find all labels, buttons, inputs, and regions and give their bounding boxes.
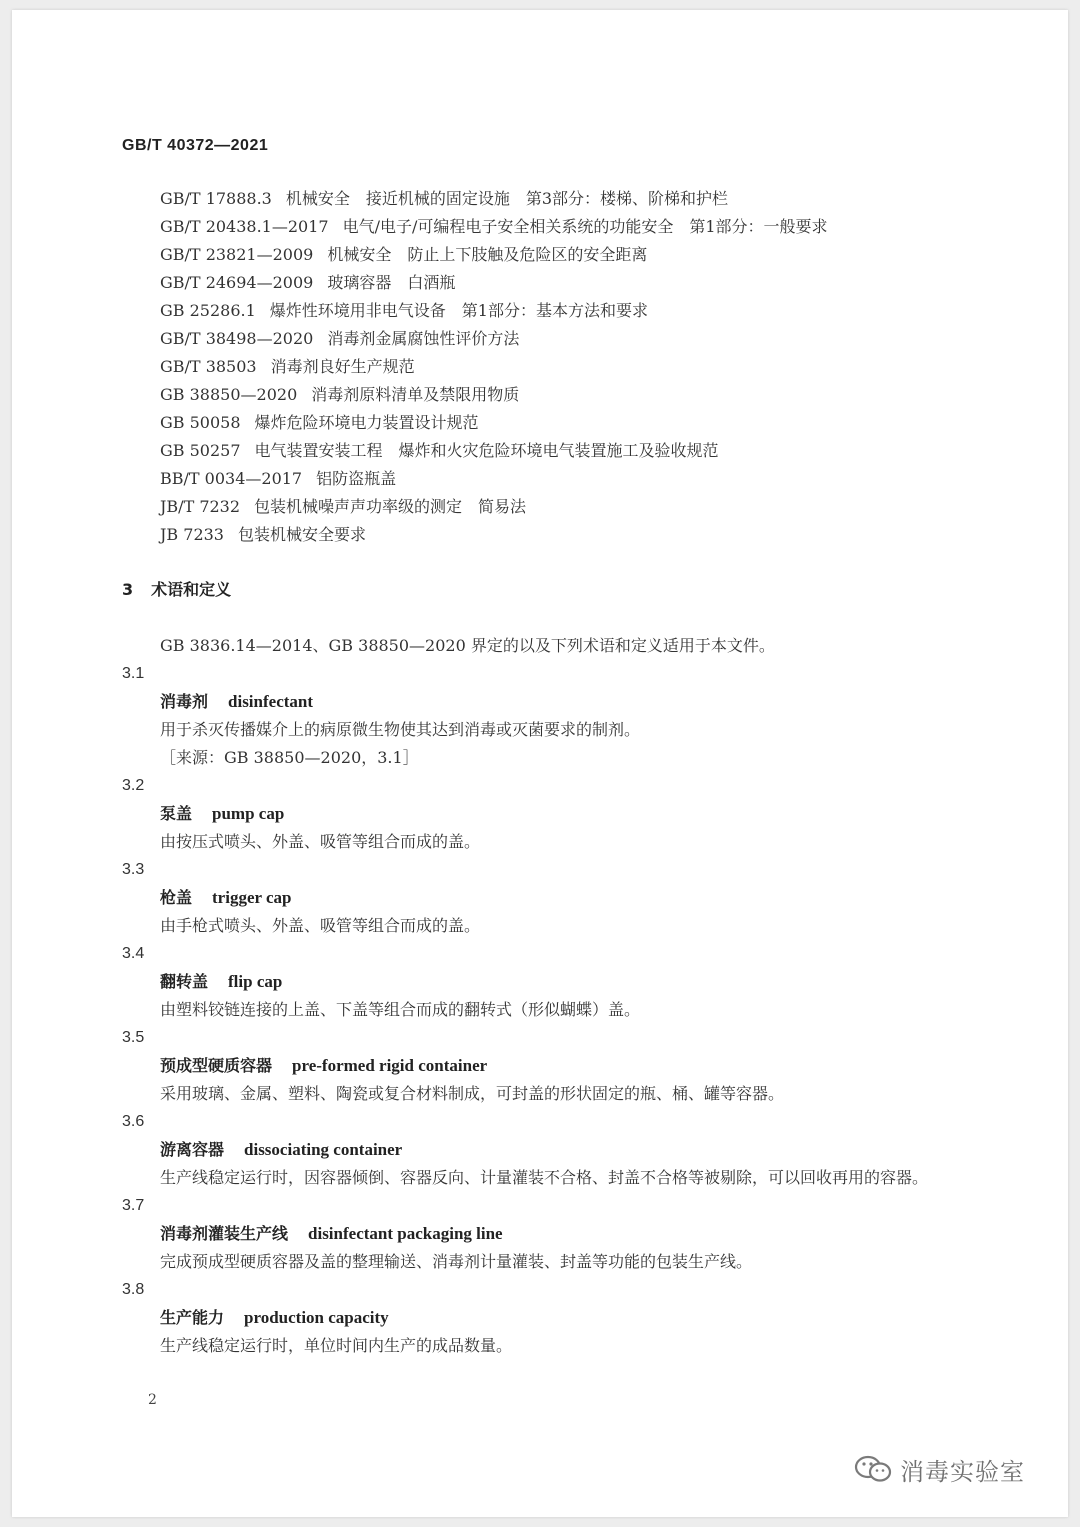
section-title: 术语和定义 <box>151 580 232 599</box>
reference-item <box>160 465 828 493</box>
reference-code: JB 7233 <box>160 525 224 544</box>
reference-code: GB 38850—2020 <box>160 385 298 404</box>
term-chinese: 生产能力 <box>160 1308 225 1327</box>
reference-title: 机械安全 接近机械的固定设施 第3部分：楼梯、阶梯和护栏 <box>285 189 729 208</box>
reference-code: JB/T 7232 <box>160 497 241 516</box>
term-chinese: 翻转盖 <box>160 972 209 991</box>
term-chinese: 枪盖 <box>160 888 193 907</box>
reference-code: GB/T 38503 <box>160 357 257 376</box>
normative-references-list <box>160 185 828 549</box>
watermark <box>854 1452 1025 1486</box>
reference-item <box>160 521 828 549</box>
term-heading <box>122 1220 962 1248</box>
term-definition: 由塑料铰链连接的上盖、下盖等组合而成的翻转式（形似蝴蝶）盖。 <box>160 1000 641 1019</box>
terms-list <box>122 660 962 1360</box>
term-number: 3.1 <box>122 665 145 682</box>
reference-code: GB/T 38498—2020 <box>160 329 314 348</box>
watermark-text: 消毒实验室 <box>900 1457 1025 1486</box>
term-entry <box>122 1024 962 1108</box>
reference-title: 玻璃容器 白酒瓶 <box>327 273 456 292</box>
reference-title: 消毒剂原料清单及禁限用物质 <box>311 385 520 404</box>
reference-item <box>160 353 828 381</box>
term-definition: 用于杀灭传播媒介上的病原微生物使其达到消毒或灭菌要求的制剂。 <box>160 720 641 739</box>
document-header: GB/T 40372—2021 <box>122 137 269 154</box>
term-entry <box>122 660 962 772</box>
document-page <box>12 10 1068 1517</box>
term-entry <box>122 1276 962 1360</box>
term-definition: 生产线稳定运行时，单位时间内生产的成品数量。 <box>160 1336 513 1355</box>
term-heading <box>122 1136 962 1164</box>
reference-title: 铝防盗瓶盖 <box>316 469 397 488</box>
reference-title: 包装机械噪声声功率级的测定 简易法 <box>254 497 527 516</box>
term-heading <box>122 688 962 716</box>
reference-title: 包装机械安全要求 <box>237 525 366 544</box>
reference-code: GB 25286.1 <box>160 301 256 320</box>
term-english: pump cap <box>212 804 285 823</box>
reference-code: BB/T 0034—2017 <box>160 469 303 488</box>
reference-item <box>160 213 828 241</box>
term-source: ［来源：GB 38850—2020，3.1］ <box>160 748 419 767</box>
term-english: flip cap <box>228 972 283 991</box>
wechat-icon <box>854 1454 894 1484</box>
reference-title: 电气装置安装工程 爆炸和火灾危险环境电气装置施工及验收规范 <box>254 441 719 460</box>
term-chinese: 消毒剂 <box>160 692 209 711</box>
reference-item <box>160 381 828 409</box>
reference-code: GB/T 17888.3 <box>160 189 272 208</box>
reference-item <box>160 325 828 353</box>
reference-code: GB/T 23821—2009 <box>160 245 314 264</box>
reference-item <box>160 493 828 521</box>
term-number: 3.7 <box>122 1197 145 1214</box>
reference-item <box>160 437 828 465</box>
reference-title: 消毒剂良好生产规范 <box>270 357 415 376</box>
term-number: 3.3 <box>122 861 145 878</box>
term-number: 3.2 <box>122 777 145 794</box>
term-english: trigger cap <box>212 888 292 907</box>
term-english: dissociating container <box>244 1140 403 1159</box>
reference-title: 机械安全 防止上下肢触及危险区的安全距离 <box>327 245 648 264</box>
term-definition: 由手枪式喷头、外盖、吸管等组合而成的盖。 <box>160 916 481 935</box>
term-entry <box>122 940 962 1024</box>
reference-code: GB/T 20438.1—2017 <box>160 217 329 236</box>
term-entry <box>122 772 962 856</box>
term-english: production capacity <box>244 1308 389 1327</box>
reference-item <box>160 241 828 269</box>
reference-item <box>160 409 828 437</box>
term-english: disinfectant <box>228 692 314 711</box>
term-heading <box>122 884 962 912</box>
term-entry <box>122 1192 962 1276</box>
term-definition: 生产线稳定运行时，因容器倾倒、容器反向、计量灌装不合格、封盖不合格等被剔除，可以回收再用的容器。 <box>160 1168 929 1187</box>
term-entry <box>122 856 962 940</box>
reference-item <box>160 297 828 325</box>
section-number: 3 <box>122 580 134 599</box>
term-english: pre-formed rigid container <box>292 1056 488 1075</box>
reference-title: 爆炸性环境用非电气设备 第1部分：基本方法和要求 <box>269 301 648 320</box>
reference-code: GB 50257 <box>160 441 241 460</box>
term-chinese: 预成型硬质容器 <box>160 1056 273 1075</box>
term-number: 3.6 <box>122 1113 145 1130</box>
reference-title: 电气/电子/可编程电子安全相关系统的功能安全 第1部分：一般要求 <box>342 217 828 236</box>
term-entry <box>122 1108 962 1192</box>
term-heading <box>122 1304 962 1332</box>
term-heading <box>122 968 962 996</box>
term-number: 3.8 <box>122 1281 145 1298</box>
page-number: 2 <box>148 1392 157 1408</box>
reference-code: GB 50058 <box>160 413 241 432</box>
term-chinese: 泵盖 <box>160 804 193 823</box>
reference-title: 消毒剂金属腐蚀性评价方法 <box>327 329 520 348</box>
term-chinese: 消毒剂灌装生产线 <box>160 1224 289 1243</box>
reference-title: 爆炸危险环境电力装置设计规范 <box>254 413 479 432</box>
term-heading <box>122 1052 962 1080</box>
term-english: disinfectant packaging line <box>308 1224 503 1243</box>
term-number: 3.5 <box>122 1029 145 1046</box>
term-definition: 由按压式喷头、外盖、吸管等组合而成的盖。 <box>160 832 481 851</box>
reference-item <box>160 269 828 297</box>
term-number: 3.4 <box>122 945 145 962</box>
term-definition: 完成预成型硬质容器及盖的整理输送、消毒剂计量灌装、封盖等功能的包装生产线。 <box>160 1252 753 1271</box>
term-definition: 采用玻璃、金属、塑料、陶瓷或复合材料制成，可封盖的形状固定的瓶、桶、罐等容器。 <box>160 1084 785 1103</box>
reference-code: GB/T 24694—2009 <box>160 273 314 292</box>
term-chinese: 游离容器 <box>160 1140 225 1159</box>
term-heading <box>122 800 962 828</box>
section-heading <box>122 577 231 600</box>
reference-item <box>160 185 828 213</box>
document-body <box>12 10 1068 1517</box>
section-intro: GB 3836.14—2014、GB 38850—2020 界定的以及下列术语和定义适用于本文件。 <box>160 636 775 655</box>
